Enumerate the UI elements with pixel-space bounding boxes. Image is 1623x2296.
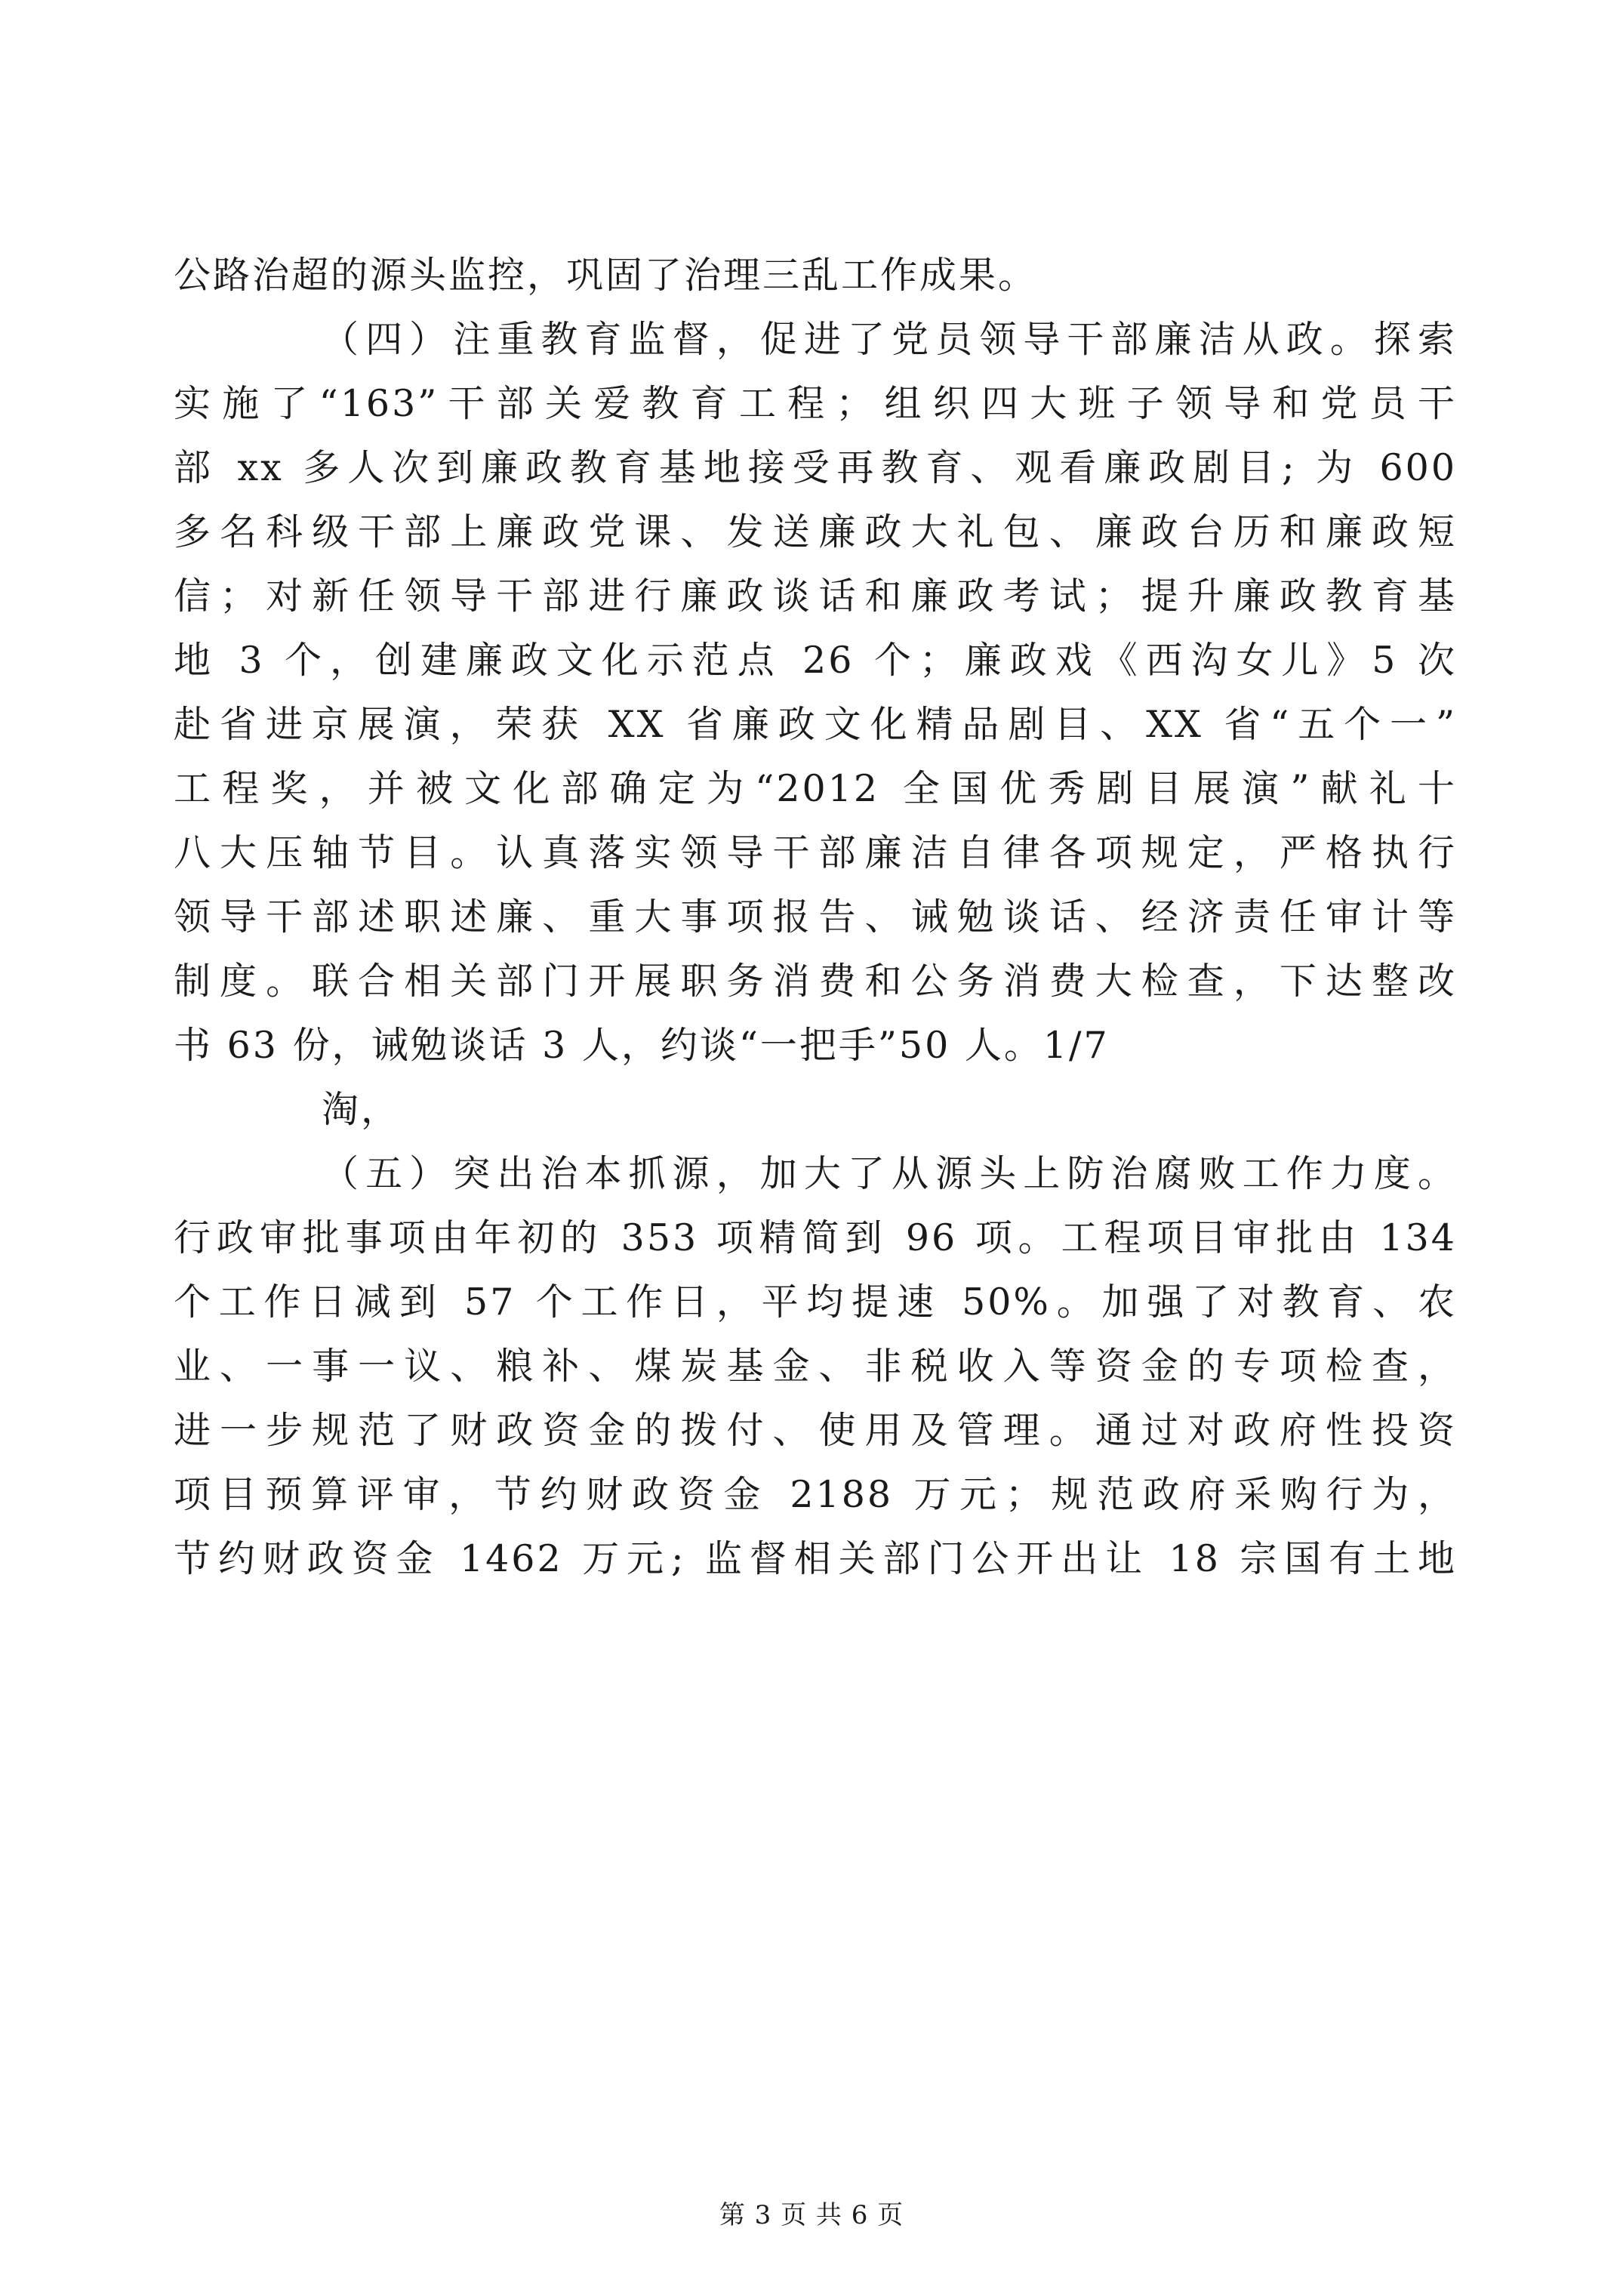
paragraph-section-5-line: 进一步规范了财政资金的拨付、使用及管理。通过对政府性投资	[174, 1409, 1457, 1452]
paragraph-section-4-line: 地 3 个，创建廉政文化示范点 26 个；廉政戏《西沟女儿》5 次	[174, 639, 1457, 682]
page-number-footer: 第 3 页 共 6 页	[719, 2200, 904, 2230]
paragraph-section-4-line: 制度。联合相关部门开展职务消费和公务消费大检查，下达整改	[174, 960, 1457, 1003]
paragraph-section-4-line: （四）注重教育监督，促进了党员领导干部廉洁从政。探索	[322, 318, 1457, 361]
paragraph-section-4-line: 工程奖，并被文化部确定为“2012 全国优秀剧目展演”献礼十	[174, 767, 1457, 810]
paragraph-section-4-line: 赴省进京展演，荣获 XX 省廉政文化精品剧目、XX 省“五个一”	[174, 703, 1457, 746]
paragraph-section-4-line: 八大压轴节目。认真落实领导干部廉洁自律各项规定，严格执行	[174, 831, 1457, 874]
paragraph-section-4-line: 领导干部述职述廉、重大事项报告、诫勉谈话、经济责任审计等	[174, 895, 1457, 938]
paragraph-section-4-line: 部 xx 多人次到廉政教育基地接受再教育、观看廉政剧目; 为 600	[174, 446, 1457, 489]
document-body	[174, 243, 1457, 1591]
paragraph-section-4-line: 书 63 份，诫勉谈话 3 人，约谈“一把手”50 人。1/7	[174, 1024, 1110, 1067]
paragraph-section-4-line: 多名科级干部上廉政党课、发送廉政大礼包、廉政台历和廉政短	[174, 510, 1457, 553]
paragraph-section-4-line: 信；对新任领导干部进行廉政谈话和廉政考试；提升廉政教育基	[174, 575, 1457, 618]
paragraph-fragment-line: 淘，	[322, 1088, 401, 1131]
paragraph-section-5-line: 节约财政资金 1462 万元; 监督相关部门公开出让 18 宗国有土地	[174, 1537, 1457, 1580]
paragraph-section-5-line: 项目预算评审，节约财政资金 2188 万元；规范政府采购行为，	[174, 1473, 1457, 1516]
paragraph-section-4-line: 实施了“163”干部关爱教育工程；组织四大班子领导和党员干	[174, 382, 1457, 425]
paragraph-section-5-line: （五）突出治本抓源，加大了从源头上防治腐败工作力度。	[322, 1152, 1457, 1195]
paragraph-section-5-line: 个工作日减到 57 个工作日，平均提速 50%。加强了对教育、农	[174, 1281, 1457, 1324]
paragraph-continuation-line: 公路治超的源头监控，巩固了治理三乱工作成果。	[174, 254, 1038, 297]
paragraph-section-5-line: 行政审批事项由年初的 353 项精简到 96 项。工程项目审批由 134	[174, 1216, 1457, 1259]
paragraph-section-5-line: 业、一事一议、粮补、煤炭基金、非税收入等资金的专项检查，	[174, 1345, 1457, 1388]
